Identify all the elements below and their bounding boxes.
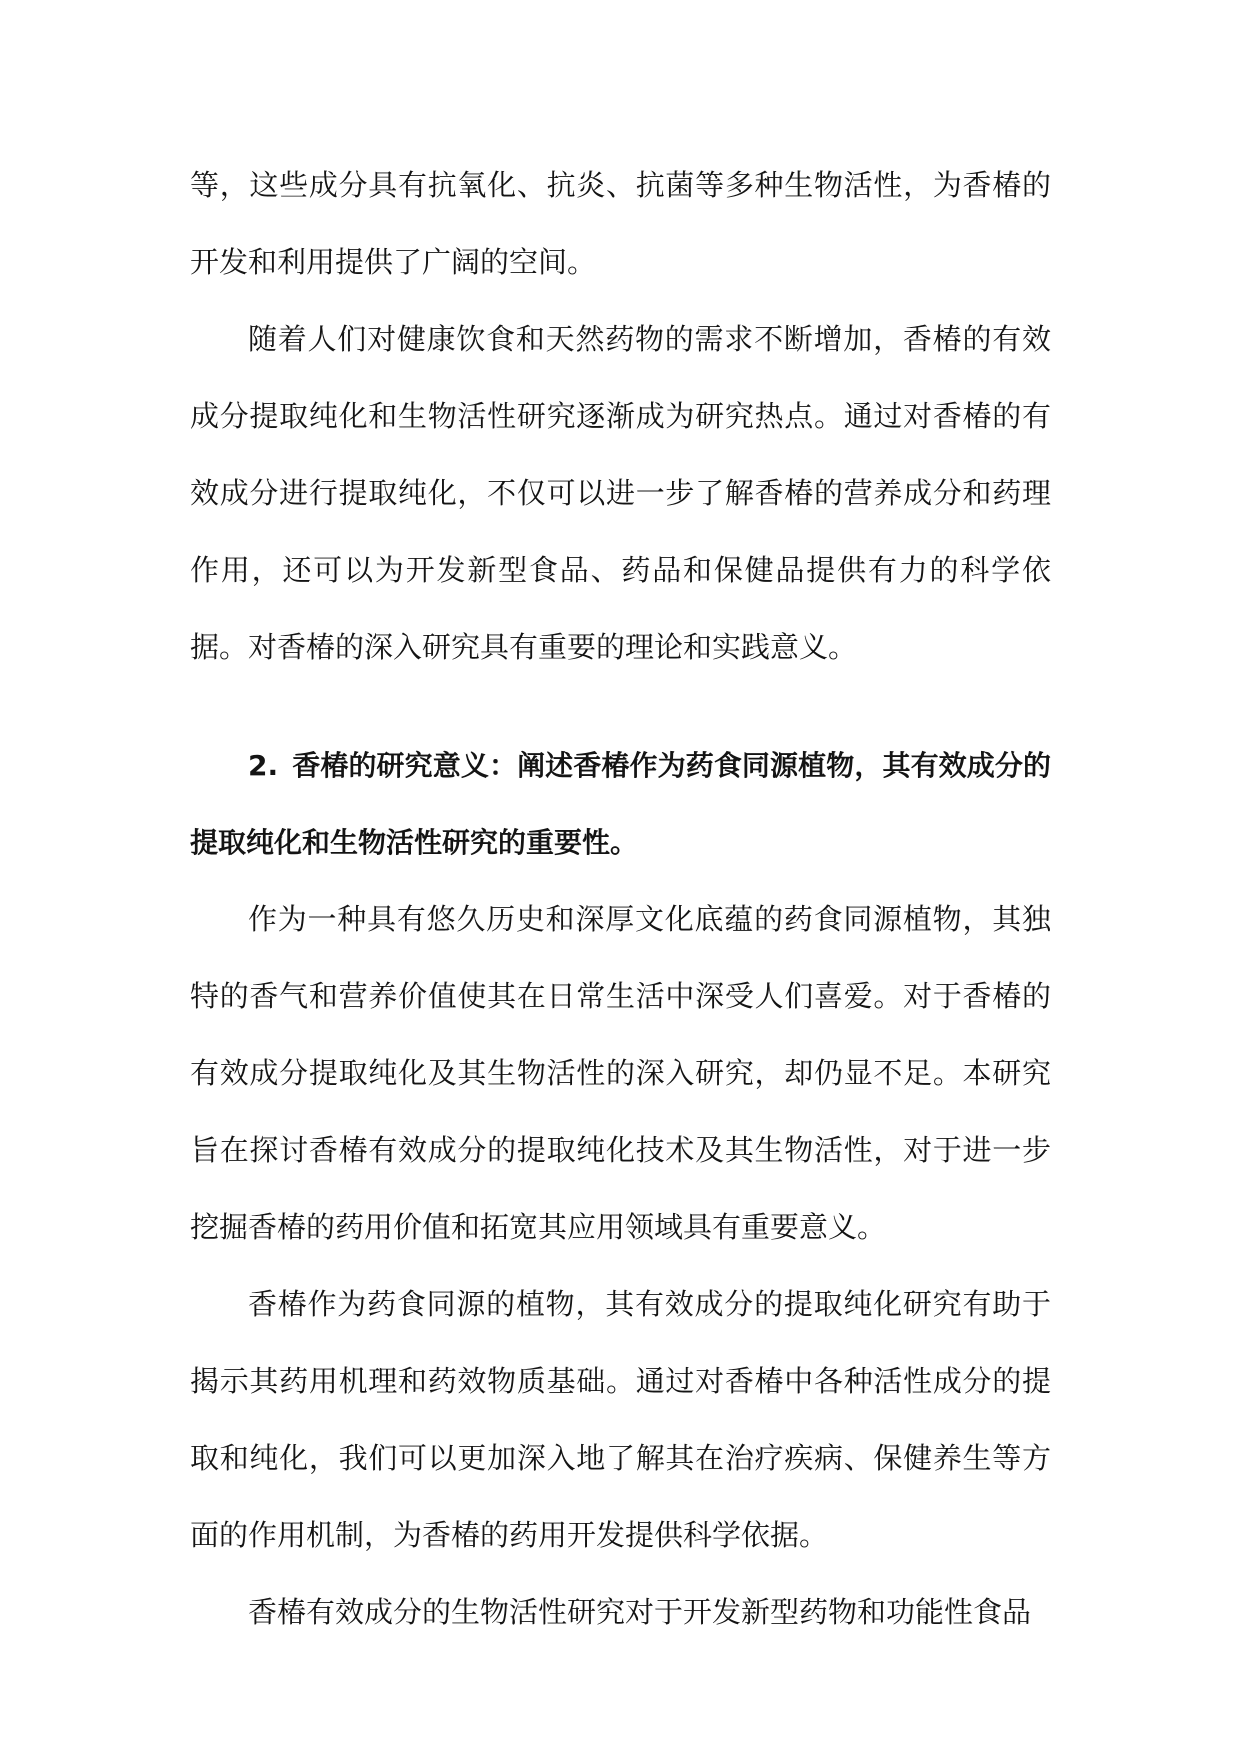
body-paragraph: 香椿作为药食同源的植物，其有效成分的提取纯化研究有助于揭示其药用机理和药效物质基础。通过对香椿中各种活性成分的提取和纯化，我们可以更加深入地了解其在治疗疾病、保健养生等方面的作用机制，为香椿的药用开发提供科学依据。 [190,1287,1051,1552]
document-body [190,147,1051,1651]
section-number: 2. [248,749,279,782]
body-paragraph: 等，这些成分具有抗氧化、抗炎、抗菌等多种生物活性，为香椿的开发和利用提供了广阔的空间。 [190,168,1051,279]
section-heading-text: 香椿的研究意义：阐述香椿作为药食同源植物，其有效成分的提取纯化和生物活性研究的重要性。 [190,749,1051,859]
body-paragraph: 香椿有效成分的生物活性研究对于开发新型药物和功能性食品 [248,1595,1032,1629]
section-heading [190,727,1051,881]
body-paragraph: 随着人们对健康饮食和天然药物的需求不断增加，香椿的有效成分提取纯化和生物活性研究逐渐成为研究热点。通过对香椿的有效成分进行提取纯化，不仅可以进一步了解香椿的营养成分和药理作用，还可以为开发新型食品、药品和保健品提供有力的科学依据。对香椿的深入研究具有重要的理论和实践意义。 [190,322,1051,664]
body-paragraph: 作为一种具有悠久历史和深厚文化底蕴的药食同源植物，其独特的香气和营养价值使其在日常生活中深受人们喜爱。对于香椿的有效成分提取纯化及其生物活性的深入研究，却仍显不足。本研究旨在探讨香椿有效成分的提取纯化技术及其生物活性，对于进一步挖掘香椿的药用价值和拓宽其应用领域具有重要意义。 [190,902,1051,1244]
